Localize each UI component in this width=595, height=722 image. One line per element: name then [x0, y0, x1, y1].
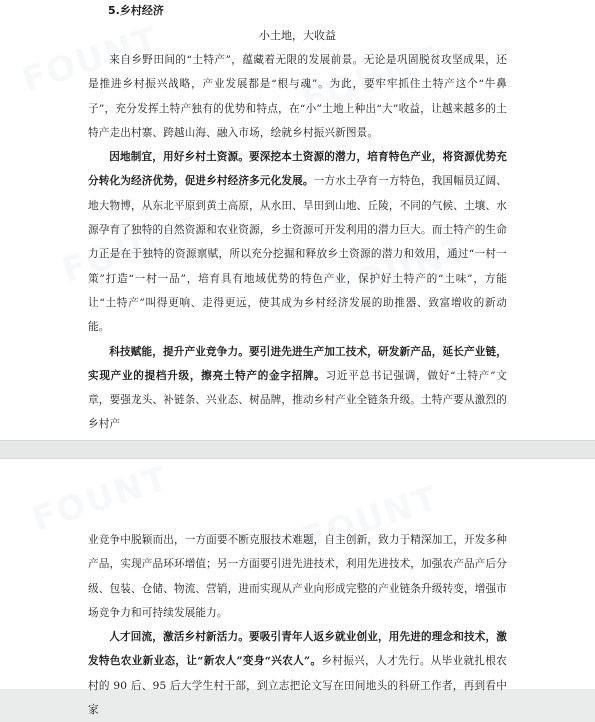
- section-title: 5.乡村经济: [108, 4, 164, 17]
- paragraph-intro: 来自乡野田间的“土特产”，蕴藏着无限的发展前景。无论是巩固脱贫攻坚成果，还是推进乡村振兴战略，产业发展都是“根与魂”。为此，要牢牢抓住土特产这个“牛鼻子”，充分发挥土特产独有的优势和特点，在“小”土地上种出“大”收益，让越来越多的土特产走出村寨、跨越山海、融入市场，绘就乡村振兴新图景。: [88, 54, 507, 139]
- page-gap: [0, 441, 595, 458]
- paragraph-technology-continued: 业竞争中脱颖而出，一方面要不断克服技术难题，自主创新，致力于精深加工，开发多种产品，实现产品环环增值；另一方面要引进先进技术，利用先进技术，加强农产品产后分级、包装、仓储、物流、营销，进而实现从产业向形成完整的产业链条升级转变，增强市场竞争力和可持续发展能力。: [88, 534, 508, 619]
- paragraph-lead: 因地制宜，用好乡村土资源。要深挖本土资源的潜力，培育特色产业，将资源优势充分转化为经济优势，促进乡村经济多元化发展。: [88, 151, 507, 188]
- subtitle: 小土地，大收益: [259, 29, 336, 42]
- paragraph-lead: 人才回流，激活乡村新活力。要吸引青年人返乡就业创业，用先进的理念和技术，激发特色农业新业态，让“新农人”变身“兴农人”。: [88, 631, 507, 668]
- document-page-2: [0, 458, 595, 717]
- paragraph-resources: [88, 145, 507, 339]
- paragraph-lead: 科技赋能，提升产业竞争力。要引进先进生产加工技术，研发新产品，延长产业链，实现产业的提档升级，擦亮土特产的金字招牌。: [88, 345, 507, 382]
- paragraph-body: 习近平总书记强调，做好“土特产”文章，要强龙头、补链条、兴业态、树品牌，推动乡村产业全链条升级。土特产要从激烈的乡村产: [88, 369, 508, 431]
- paragraph-body: 一方水土孕育一方特色，我国幅员辽阔、地大物博，从东北平原到黄土高原，从水田、旱田到山地、丘陵，不同的气候、土壤、水源孕育了独特的自然资源和农业资源，乡土资源可开发利用的潜力巨大。而土特产的生命力正是在于独特的资源禀赋，所以充分挖掘和释放乡土资源的潜力和效用，通过“一村一策”打造“一村一品”，培育具有地域优势的特色产业，保护好土特产的“土味”，方能让“土特产”叫得更响、走得更远，使其成为乡村经济发展的助推器、致富增收的新动能。: [88, 175, 508, 334]
- paragraph-technology: [88, 340, 507, 437]
- paragraph-body: 乡村振兴，人才先行。从毕业就扎根农村的 90 后、95 后大学生村干部，到立志把论文写在田间地头的科研工作者，再到看中家: [88, 655, 507, 717]
- paragraph-talent: [88, 625, 507, 722]
